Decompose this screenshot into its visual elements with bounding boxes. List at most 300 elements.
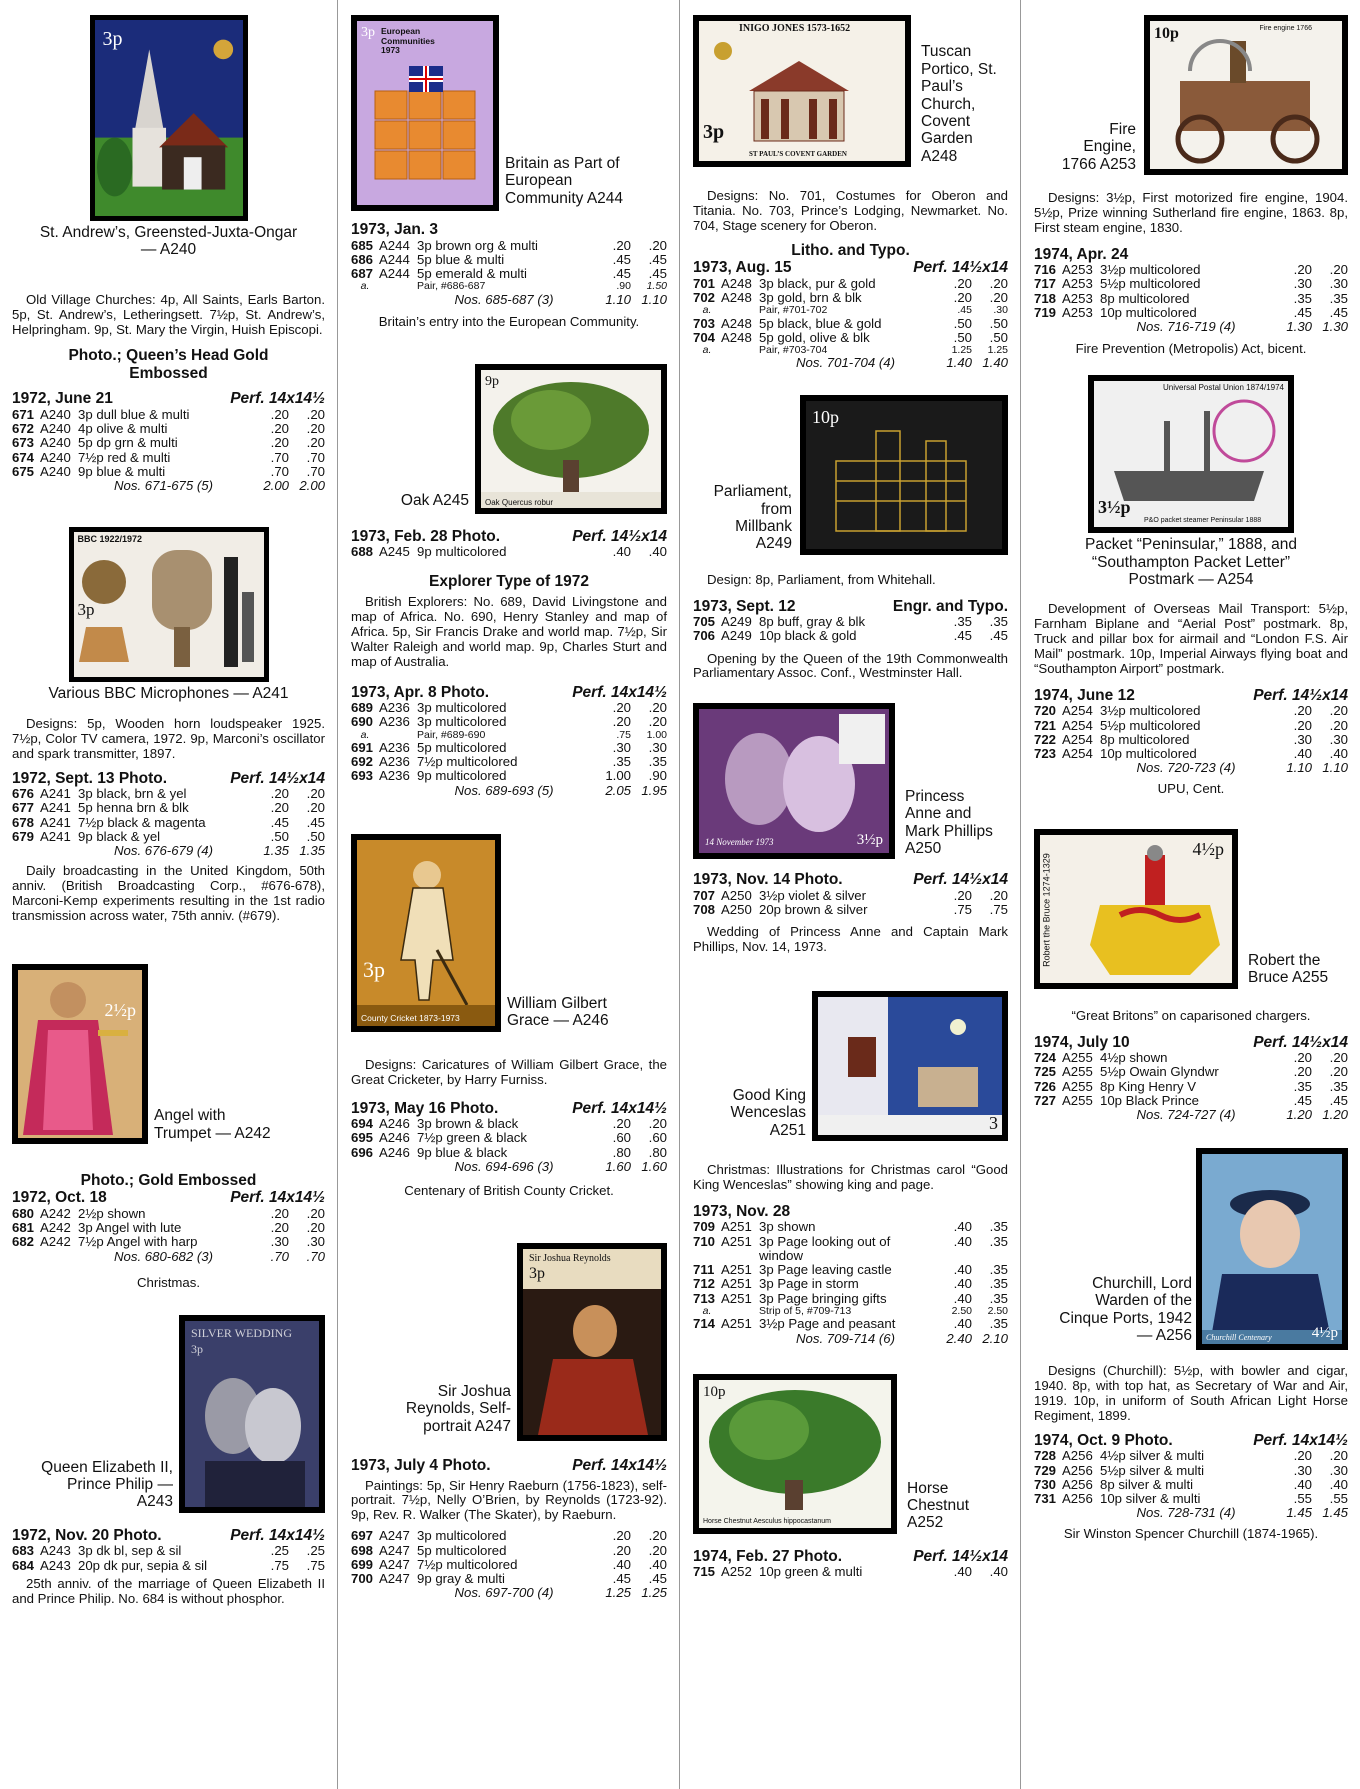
section-heading: Photo.; Gold Embossed: [80, 1171, 257, 1189]
mint-value: .75: [270, 1557, 289, 1573]
stamp-text: European Communities 1973: [381, 26, 435, 56]
design-type: A242: [40, 1220, 71, 1236]
issue-header: 1974, Oct. 9 Photo. Perf. 14x14½: [1034, 1431, 1348, 1449]
mint-value: .45: [612, 251, 631, 267]
mint-value: .20: [1293, 1050, 1312, 1066]
listing-row: [351, 769, 667, 783]
mint-value: .45: [270, 814, 289, 830]
mint-value: .50: [270, 828, 289, 844]
listing-row: [1034, 1464, 1348, 1478]
description: 8p silver & multi: [1100, 1476, 1194, 1492]
stamp-value: 10p: [703, 1383, 726, 1400]
mint-value: .30: [1293, 1462, 1312, 1478]
description: 4½p silver & multi: [1100, 1448, 1205, 1464]
listing-row: [1034, 719, 1348, 733]
catalog-number: 728: [1034, 1448, 1057, 1464]
listing-row: [1034, 292, 1348, 306]
total-row: Nos. 676-679 (4) 1.35 1.35: [114, 843, 325, 859]
catalog-number: 713: [693, 1290, 716, 1306]
mint-value: .30: [1293, 731, 1312, 747]
used-value: .35: [989, 1290, 1008, 1306]
design-type: A255: [1062, 1050, 1093, 1066]
catalog-number: 702: [693, 289, 716, 305]
stamp-caption: St. Andrew’s, Greensted-Juxta-Ongar — A240: [39, 224, 298, 259]
listing-table: [351, 545, 667, 559]
issue-header: 1973, July 4 Photo. Perf. 14x14½: [351, 1457, 667, 1475]
mint-value: .80: [612, 1144, 631, 1160]
description: 3p brown org & multi: [417, 237, 538, 253]
mint-value: .20: [1293, 717, 1312, 733]
listing-table: [351, 1529, 667, 1586]
listing-row: [351, 1544, 667, 1558]
stamp-caption: Various BBC Microphones — A241: [48, 685, 289, 703]
listing-row: [351, 1572, 667, 1586]
issue-header: 1973, Aug. 15 Perf. 14½x14: [693, 259, 1008, 277]
used-value: .40: [989, 1564, 1008, 1580]
used-value: .70: [306, 463, 325, 479]
stamp-caption: Good King Wenceslas A251: [730, 1087, 806, 1139]
design-type: A254: [1062, 731, 1093, 747]
used-value: .20: [1329, 717, 1348, 733]
mint-value: .20: [270, 1220, 289, 1236]
used-value: .20: [306, 786, 325, 802]
description: 5½p multicolored: [1100, 717, 1201, 733]
issue-header: 1972, Sept. 13 Photo. Perf. 14½x14: [12, 769, 325, 787]
column-3: [681, 0, 1021, 1789]
catalog-number: 683: [12, 1543, 35, 1559]
issue-header: 1973, Sept. 12 Engr. and Typo.: [693, 597, 1008, 615]
used-value: .90: [648, 768, 667, 784]
design-type: A251: [721, 1276, 752, 1292]
design-type: A251: [721, 1262, 752, 1278]
description: 3p black, brn & yel: [78, 786, 187, 802]
design-type: A250: [721, 887, 752, 903]
mint-value: .20: [612, 1542, 631, 1558]
mint-value: .20: [612, 1528, 631, 1544]
design-type: A241: [40, 786, 71, 802]
catalog-number: 717: [1034, 276, 1057, 292]
listing-table: [693, 1220, 1008, 1306]
catalog-number: 688: [351, 544, 374, 560]
total-row: Nos. 724-727 (4) 1.20 1.20: [1136, 1107, 1348, 1123]
description: 3p shown: [759, 1219, 816, 1235]
total-row: Nos. 716-719 (4) 1.30 1.30: [1136, 319, 1348, 335]
used-value: .20: [1329, 1050, 1348, 1066]
mint-value: .50: [953, 315, 972, 331]
catalog-number: 719: [1034, 304, 1057, 320]
note: Centenary of British County Cricket.: [404, 1183, 614, 1199]
used-value: .35: [989, 1219, 1008, 1235]
description: 9p multicolored: [417, 768, 507, 784]
mint-value: .70: [270, 449, 289, 465]
stamp-top-text: Fire engine 1766: [1259, 25, 1312, 32]
listing-table: [693, 317, 1008, 346]
stamp-value: 3: [989, 1112, 998, 1133]
notes-paragraph: Daily broadcasting in the United Kingdom, 50th anniv. (British Broadcasting Corp., #676-678), Marconi-Kemp experiments resulting in the 1st radio transmission across water, 75th anniv. (#679).: [12, 863, 325, 923]
used-value: .80: [648, 1144, 667, 1160]
total-row: Nos. 689-693 (5) 2.05 1.95: [454, 782, 667, 798]
catalog-number: 687: [351, 266, 374, 281]
description: 20p brown & silver: [759, 902, 868, 918]
design-type: A247: [379, 1528, 410, 1544]
description: 3½p violet & silver: [759, 887, 867, 903]
description: 3p multicolored: [417, 700, 507, 716]
total-row: Nos. 685-687 (3) 1.10 1.10: [454, 291, 667, 307]
description: 5p gold, olive & blk: [759, 329, 870, 345]
design-type: A236: [379, 768, 410, 784]
mint-value: .60: [612, 1130, 631, 1146]
catalog-number: 727: [1034, 1092, 1057, 1108]
catalog-number: 714: [693, 1316, 716, 1332]
listing-row: [351, 1529, 667, 1543]
stamp-caption: Britain as Part of European Community A244: [505, 154, 624, 207]
design-type: A236: [379, 739, 410, 755]
stamp-bottom-text: Churchill Centenary: [1206, 1333, 1272, 1343]
description: 3½p multicolored: [1100, 703, 1201, 719]
used-value: .45: [648, 1571, 667, 1587]
listing-row: [693, 629, 1008, 643]
used-value: .20: [648, 237, 667, 253]
issue-header: 1973, May 16 Photo. Perf. 14x14½: [351, 1099, 667, 1117]
designs-paragraph: Designs: No. 701, Costumes for Oberon and Titania. No. 703, Prince’s Lodging, Newmarket. No. 704, Stage scenery for Oberon.: [693, 188, 1008, 233]
listing-row: [693, 1235, 1008, 1264]
designs-paragraph: Designs: 5p, Wooden horn loudspeaker 1925. 7½p, Color TV camera, 1972. 9p, Marconi’s oscillator and spark transmitter, 1897.: [12, 715, 325, 761]
used-value: .20: [306, 421, 325, 437]
pair-row: a. Pair, #689-690 .75 1.00: [360, 728, 667, 741]
issue-header: 1974, June 12 Perf. 14½x14: [1034, 686, 1348, 704]
design-type: A254: [1062, 717, 1093, 733]
listing-row: [1034, 263, 1348, 277]
stamp-caption: Oak A245: [400, 492, 469, 510]
description: 7½p black & magenta: [78, 814, 206, 830]
used-value: .45: [1329, 1092, 1348, 1108]
issue-header: 1974, Feb. 27 Photo. Perf. 14½x14: [693, 1547, 1008, 1565]
section-heading: Litho. and Typo.: [791, 241, 910, 259]
catalog-number: 731: [1034, 1491, 1057, 1507]
description: 3p dull blue & multi: [78, 406, 190, 422]
stamp-a248-image: [693, 15, 911, 167]
description: 5½p silver & multi: [1100, 1462, 1205, 1478]
used-value: .25: [306, 1543, 325, 1559]
catalog-number: 671: [12, 406, 35, 422]
mint-value: .45: [612, 266, 631, 281]
design-type: A240: [40, 463, 71, 479]
listing-table: [693, 615, 1008, 644]
design-type: A242: [40, 1234, 71, 1250]
catalog-number: 710: [693, 1233, 716, 1249]
mint-value: .20: [270, 421, 289, 437]
mint-value: .20: [953, 289, 972, 305]
description: 3p dk bl, sep & sil: [78, 1543, 182, 1559]
design-type: A243: [40, 1557, 71, 1573]
description: 7½p green & black: [417, 1130, 527, 1146]
design-type: A255: [1062, 1092, 1093, 1108]
listing-row: [693, 1277, 1008, 1291]
listing-table: [1034, 1449, 1348, 1506]
catalog-number: 723: [1034, 746, 1057, 762]
total-row: Nos. 671-675 (5) 2.00 2.00: [114, 478, 325, 494]
mint-value: .20: [270, 435, 289, 451]
stamp-a245-image: [475, 364, 667, 514]
designs-paragraph: British Explorers: No. 689, David Livingstone and map of Africa. No. 690, Henry Stanley and map of Africa. 5p, Sir Francis Drake and world map. 7½p, Sir Walter Raleigh and world map. 9p, Charles Sturt and map of Australia.: [351, 593, 667, 669]
used-value: .35: [1329, 290, 1348, 306]
used-value: .35: [989, 1276, 1008, 1292]
designs-paragraph: Paintings: 5p, Sir Henry Raeburn (1756-1823), self-portrait. 7½p, Nelly O’Brien, by Reynolds (1723-92). 9p, Rev. R. Walker (The Skater), by Raeburn.: [351, 1477, 667, 1523]
stamp-caption: Robert the Bruce A255: [1248, 951, 1329, 987]
listing-row: [693, 1565, 1008, 1579]
design-type: A248: [721, 275, 752, 291]
stamp-a255-image: [1034, 829, 1238, 989]
listing-table: [693, 1565, 1008, 1579]
stamp-value: 4½p: [1311, 1325, 1338, 1342]
design-type: A248: [721, 315, 752, 331]
design-type: A241: [40, 800, 71, 816]
mint-value: .20: [612, 714, 631, 730]
used-value: .20: [1329, 1448, 1348, 1464]
design-type: A248: [721, 289, 752, 305]
total-row: Nos. 694-696 (3) 1.60 1.60: [454, 1158, 667, 1174]
issue-header: 1972, June 21 Perf. 14x14½: [12, 390, 325, 408]
mint-value: .20: [1293, 1448, 1312, 1464]
stamp-caption: William Gilbert Grace — A246: [507, 995, 609, 1030]
catalog-number: 680: [12, 1205, 35, 1221]
stamp-bottom-text: ST PAUL’S COVENT GARDEN: [749, 150, 847, 159]
listing-row: [693, 1292, 1008, 1306]
stamp-a246-image: [351, 834, 501, 1032]
listing-table: [351, 1117, 667, 1160]
mint-value: .30: [270, 1234, 289, 1250]
issue-header: 1973, Nov. 28: [693, 1202, 791, 1220]
column-1: [0, 0, 338, 1789]
total-row: Nos. 709-714 (6) 2.40 2.10: [796, 1330, 1008, 1346]
column-4: [1022, 0, 1360, 1789]
stamp-a249-image: [800, 395, 1008, 555]
stamp-a253-image: [1144, 15, 1348, 175]
catalog-number: 722: [1034, 731, 1057, 747]
mint-value: .20: [612, 1116, 631, 1132]
listing-row: [1034, 1051, 1348, 1065]
listing-row: [351, 741, 667, 755]
stamp-value: 10p: [1154, 25, 1179, 42]
listing-row: [693, 889, 1008, 903]
design-type: A245: [379, 544, 410, 560]
designs-paragraph: Designs (Churchill): 5½p, with bowler and cigar, 1940. 8p, with top hat, as Secretary of War and Air, 1919. 10p, in uniform of South African Light Horse Regiment, 1899.: [1034, 1363, 1348, 1424]
listing-row: [693, 1263, 1008, 1277]
design-type: A250: [721, 902, 752, 918]
catalog-number: 711: [693, 1262, 715, 1278]
stamp-value: 3p: [703, 121, 725, 143]
mint-value: .45: [1293, 1092, 1312, 1108]
used-value: .20: [1329, 1064, 1348, 1080]
catalog-number: 707: [693, 887, 716, 903]
mint-value: .20: [1293, 262, 1312, 278]
note: Sir Winston Spencer Churchill (1874-1965).: [1063, 1525, 1319, 1541]
listing-row: [1034, 1065, 1348, 1079]
description: 4½p shown: [1100, 1050, 1168, 1066]
listing-table: [12, 408, 325, 479]
used-value: .30: [648, 739, 667, 755]
note: “Great Britons” on caparisoned chargers.: [1071, 1007, 1311, 1023]
catalog-number: 705: [693, 614, 716, 630]
stamp-a250-image: [693, 703, 895, 859]
used-value: .50: [989, 315, 1008, 331]
stamp-side-text: Robert the Bruce 1274-1329: [1041, 852, 1052, 967]
design-type: A247: [379, 1556, 410, 1572]
section-heading: Photo.; Queen’s Head Gold Embossed: [68, 347, 269, 382]
listing-row: [12, 816, 325, 830]
issue-header: 1973, Nov. 14 Photo. Perf. 14½x14: [693, 871, 1008, 889]
catalog-number: 697: [351, 1528, 374, 1544]
description: 20p dk pur, sepia & sil: [78, 1557, 208, 1573]
description: 10p black & gold: [759, 628, 857, 644]
designs-paragraph: Development of Overseas Mail Transport: 5½p, Farnham Biplane and “Aerial Post” postmark. 8p, Truck and pillar box for airmail and “London F.S. Air Mail” postmark. 10p, Imperial Airways flying boat and “Southampton Airport” postmark.: [1034, 601, 1348, 677]
design-type: A252: [721, 1564, 752, 1580]
catalog-number: 725: [1034, 1064, 1057, 1080]
designs-paragraph: Designs: 3½p, First motorized fire engine, 1904. 5½p, Prize winning Sutherland fire engine, 1863. 8p, First steam engine, 1830.: [1034, 190, 1348, 235]
design-type: A240: [40, 406, 71, 422]
design-type: A248: [721, 329, 752, 345]
description: 5p henna brn & blk: [78, 800, 189, 816]
description: 3p multicolored: [417, 1528, 507, 1544]
description: 9p multicolored: [417, 544, 507, 560]
stamp-value: 3½p: [1098, 497, 1131, 518]
used-value: .30: [1329, 1462, 1348, 1478]
design-type: A240: [40, 421, 71, 437]
mint-value: .70: [270, 463, 289, 479]
used-value: .20: [1329, 262, 1348, 278]
used-value: .40: [648, 544, 667, 560]
listing-row: [12, 451, 325, 465]
stamp-top-text: Universal Postal Union 1874/1974: [1163, 383, 1284, 393]
mint-value: .45: [612, 1571, 631, 1587]
mint-value: .40: [953, 1233, 972, 1249]
mint-value: .20: [612, 700, 631, 716]
catalog-number: 694: [351, 1116, 374, 1132]
description: 9p blue & multi: [78, 463, 166, 479]
listing-row: [351, 1558, 667, 1572]
listing-row: [351, 755, 667, 769]
stamp-top-text: BBC 1922/1972: [77, 534, 143, 545]
used-value: .20: [306, 406, 325, 422]
listing-row: [12, 1207, 325, 1221]
description: 3p brown & black: [417, 1116, 519, 1132]
description: 8p multicolored: [1100, 290, 1190, 306]
mint-value: .20: [270, 800, 289, 816]
stamp-top-text: INIGO JONES 1573-1652: [739, 23, 851, 34]
description: 10p multicolored: [1100, 304, 1197, 320]
catalog-number: 708: [693, 902, 716, 918]
used-value: .55: [1329, 1491, 1348, 1507]
listing-table: [693, 277, 1008, 306]
description: 3p Page looking out of window: [759, 1233, 891, 1263]
used-value: .30: [1329, 731, 1348, 747]
design-type: A256: [1062, 1462, 1093, 1478]
stamp-top-text: SILVER WEDDING: [191, 1325, 292, 1340]
stamp-value: 9p: [485, 373, 499, 389]
description: 2½p shown: [78, 1205, 146, 1221]
mint-value: .35: [612, 754, 631, 770]
description: 3p gold, brn & blk: [759, 289, 862, 305]
used-value: .40: [1329, 1476, 1348, 1492]
mint-value: .75: [953, 902, 972, 918]
description: 10p multicolored: [1100, 746, 1197, 762]
used-value: .20: [1329, 703, 1348, 719]
design-type: A249: [721, 614, 752, 630]
listing-row: [1034, 1449, 1348, 1463]
pair-row: a. Pair, #703-704 1.25 1.25: [702, 344, 1008, 357]
catalog-number: 689: [351, 700, 374, 716]
stamp-value: 4½p: [1192, 838, 1224, 859]
note: Britain’s entry into the European Community.: [378, 313, 640, 329]
stamp-value: 2½p: [104, 999, 136, 1020]
stamp-caption: Parliament, from Millbank A249: [713, 483, 792, 553]
mint-value: .20: [953, 887, 972, 903]
listing-table: [693, 889, 1008, 918]
mint-value: .40: [612, 544, 631, 560]
design-type: A247: [379, 1571, 410, 1587]
issue-header: 1974, Apr. 24: [1034, 245, 1129, 263]
description: 8p multicolored: [1100, 731, 1190, 747]
mint-value: .30: [612, 739, 631, 755]
description: 3p Page in storm: [759, 1276, 859, 1292]
listing-row: [693, 277, 1008, 291]
stamp-caption: Horse Chestnut A252: [907, 1479, 970, 1532]
total-row: Nos. 728-731 (4) 1.45 1.45: [1136, 1505, 1348, 1521]
listing-row: [12, 408, 325, 422]
used-value: .45: [989, 628, 1008, 644]
listing-row: [351, 239, 667, 253]
designs-paragraph: Old Village Churches: 4p, All Saints, Earls Barton. 5p, St. Andrew’s, Letheringsett. 7½p, St. Andrew’s, Helpringham. 9p, St. Mary the Virgin, Huish Episcopi.: [12, 291, 325, 337]
catalog-number: 676: [12, 786, 35, 802]
stamp-a243-image: [179, 1315, 325, 1513]
description: 5p blue & multi: [417, 251, 505, 267]
listing-row: [351, 701, 667, 715]
used-value: .35: [989, 1316, 1008, 1332]
catalog-number: 695: [351, 1130, 374, 1146]
mint-value: .20: [1293, 1064, 1312, 1080]
issue-header: 1973, Jan. 3: [351, 221, 439, 238]
stamp-bottom-text: Oak Quercus robur: [485, 497, 554, 507]
listing-row: [693, 903, 1008, 917]
used-value: .20: [306, 800, 325, 816]
catalog-number: 729: [1034, 1462, 1057, 1478]
catalog-number: 726: [1034, 1078, 1057, 1094]
stamp-value: 3½p: [856, 832, 883, 849]
stamp-a244-image: [351, 15, 499, 211]
description: 10p Black Prince: [1100, 1092, 1199, 1108]
catalog-number: 716: [1034, 262, 1057, 278]
design-type: A247: [379, 1542, 410, 1558]
used-value: .50: [306, 828, 325, 844]
design-type: A256: [1062, 1491, 1093, 1507]
catalog-number: 679: [12, 828, 35, 844]
design-type: A240: [40, 435, 71, 451]
description: 5p dp grn & multi: [78, 435, 178, 451]
design-type: A256: [1062, 1448, 1093, 1464]
design-type: A251: [721, 1233, 752, 1249]
listing-row: [1034, 306, 1348, 320]
catalog-number: 672: [12, 421, 35, 437]
used-value: .45: [648, 251, 667, 267]
designs-paragraph: Design: 8p, Parliament, from Whitehall.: [707, 571, 936, 587]
stamp-a242-image: [12, 964, 148, 1144]
mint-value: .40: [953, 1262, 972, 1278]
design-type: A242: [40, 1205, 71, 1221]
used-value: .45: [648, 266, 667, 281]
used-value: .20: [306, 1205, 325, 1221]
used-value: .35: [989, 614, 1008, 630]
description: 10p silver & multi: [1100, 1491, 1201, 1507]
